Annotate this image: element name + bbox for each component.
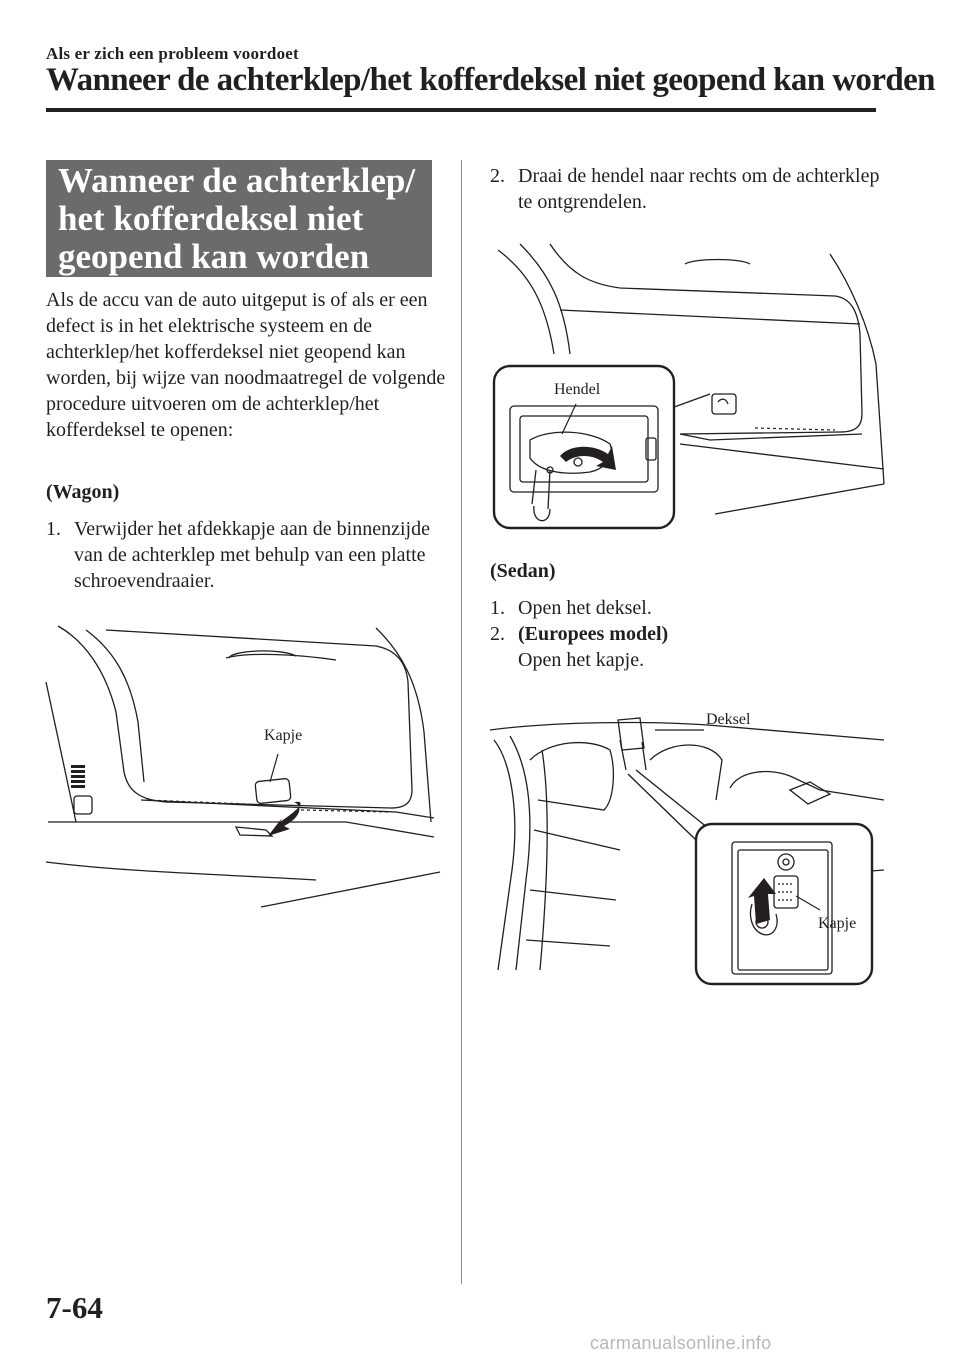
intro-paragraph: Als de accu van de auto uitgeput is of als er een defect is in het elektrische systeem en de achterklep/het kofferdeksel niet geopend kan worden, bij wijze van noodmaatregel de volgende procedure uitvoeren om de achterklep/het kofferdeksel te openen: xyxy=(46,289,446,441)
figure-label-deksel: Deksel xyxy=(706,711,751,728)
wagon-heading: (Wagon) xyxy=(46,481,120,503)
step-text: Open het deksel. xyxy=(518,597,652,619)
wagon-step-1 xyxy=(46,516,456,594)
running-head: Als er zich een probleem voordoet xyxy=(46,44,299,63)
step-number: 1. xyxy=(46,518,61,540)
step-text: Verwijder het afdekkapje aan de binnenzijde van de achterklep met behulp van een platte schroevendraaier. xyxy=(74,518,430,592)
step-number: 1. xyxy=(490,597,505,619)
header-rule xyxy=(46,108,876,112)
figure-label-kapje: Kapje xyxy=(818,915,857,932)
section-banner xyxy=(46,160,432,277)
sedan-heading: (Sedan) xyxy=(490,560,556,582)
step-model-note: (Europees model) xyxy=(518,623,669,645)
banner-line: geopend kan worden xyxy=(58,237,370,276)
sedan-step-2 xyxy=(490,621,890,673)
page-header-title: Wanneer de achterklep/het kofferdeksel niet geopend kan worden xyxy=(46,62,935,98)
watermark: carmanualsonline.info xyxy=(590,1333,772,1353)
banner-line: het kofferdeksel niet xyxy=(58,199,364,238)
step-text: Open het kapje. xyxy=(518,649,645,671)
wagon-lever-figure xyxy=(490,244,884,534)
figure-label-kapje: Kapje xyxy=(264,727,303,744)
banner-line: Wanneer de achterklep/ xyxy=(58,161,416,200)
page-number: 7-64 xyxy=(46,1290,103,1325)
sedan-seat-figure xyxy=(490,700,884,990)
step-number: 2. xyxy=(490,165,505,187)
step-text: Draai de hendel naar rechts om de achterklep te ontgrendelen. xyxy=(518,165,880,213)
column-divider xyxy=(461,160,462,1284)
sedan-step-1 xyxy=(490,595,890,621)
figure-label-hendel: Hendel xyxy=(554,381,601,398)
step-number: 2. xyxy=(490,623,505,645)
wagon-step-2 xyxy=(490,163,890,215)
wagon-cap-figure xyxy=(46,622,440,912)
